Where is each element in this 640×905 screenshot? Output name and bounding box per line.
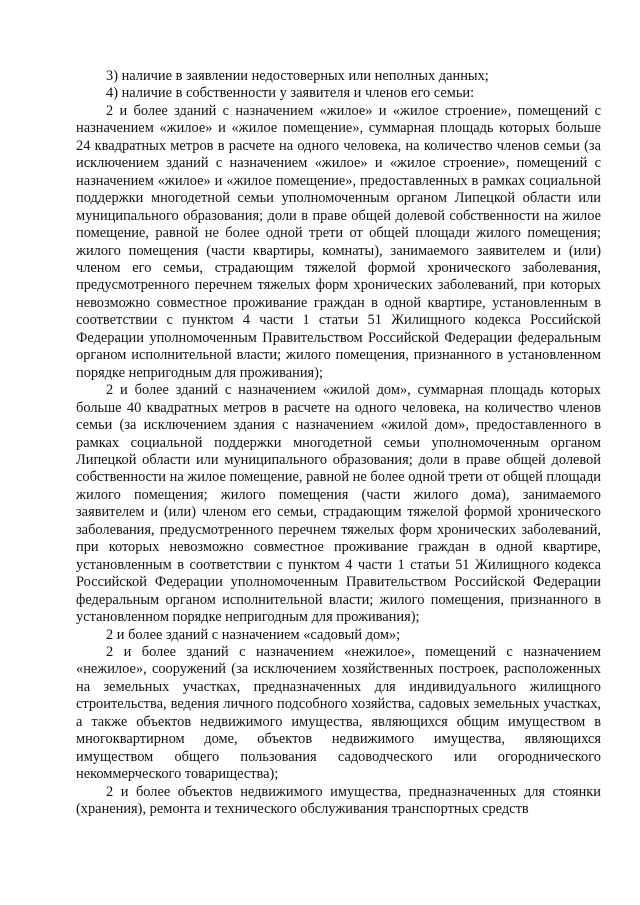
- paragraph-residential-houses: 2 и более зданий с назначением «жилой дом», суммарная площадь которых больше 40 квадратных метров в расчете на одного человека, на количество членов семьи (за исключением здания с назначением «жилой дом», предоставленного в рамках социальной поддержки многодетной семьи уполномоченным органом Липецкой области или муниципального образования; доли в праве общей долевой собственности на жилое помещение, равной не более одной трети от общей площади жилого помещения; жилого помещения (части жилого дома), занимаемого заявителем и (или) членом его семьи, страдающим тяжелой формой хронического заболевания, предусмотренного перечнем тяжелых форм хронических заболеваний, при которых невозможно совместное проживание граждан в одной квартире, установленным в соответствии с пунктом 4 части 1 статьи 51 Жилищного кодекса Российской Федерации уполномоченным Правительством Российской Федерации федеральным органом исполнительной власти; жилого помещения, признанного в установленном порядке непригодным для проживания);: [76, 382, 601, 626]
- paragraph-residential-buildings: 2 и более зданий с назначением «жилое» и «жилое строение», помещений с назначением «жилое» и «жилое помещение», суммарная площадь которых больше 24 квадратных метров в расчете на одного человека, на количество членов семьи (за исключением зданий с назначением «жилое» и «жилое строение», помещений с назначением «жилое» и «жилое помещение», предоставленных в рамках социальной поддержки многодетной семьи уполномоченным органом Липецкой области или муниципального образования; доли в праве общей долевой собственности на жилое помещение, равной не более одной трети от общей площади жилого помещения; жилого помещения (части квартиры, комнаты), занимаемого заявителем и (или) членом его семьи, страдающим тяжелой формой хронического заболевания, предусмотренного перечнем тяжелых форм хронических заболеваний, при которых невозможно совместное проживание граждан в одной квартире, установленным в соответствии с пунктом 4 части 1 статьи 51 Жилищного кодекса Российской Федерации уполномоченным Правительством Российской Федерации федеральным органом исполнительной власти; жилого помещения, признанного в установленном порядке непригодным для проживания);: [76, 102, 601, 381]
- paragraph-item-4: 4) наличие в собственности у заявителя и членов его семьи:: [106, 85, 475, 102]
- paragraph-vehicle-storage: 2 и более объектов недвижимого имущества, предназначенных для стоянки (хранения), ремонта и технического обслуживания транспортных средств: [76, 783, 601, 818]
- paragraph-garden-houses: 2 и более зданий с назначением «садовый дом»;: [106, 626, 401, 643]
- paragraph-item-3: 3) наличие в заявлении недостоверных или неполных данных;: [106, 68, 489, 84]
- paragraph-non-residential: 2 и более зданий с назначением «нежилое», помещений с назначением «нежилое», сооружений (за исключением хозяйственных построек, расположенных на земельных участках, предназначенных для индивидуального жилищного строительства, ведения личного подсобного хозяйства, садовых земельных участках, а также объектов недвижимого имущества, являющихся общим имуществом в многоквартирном доме, объектов недвижимого имущества, являющихся имуществом общего пользования садоводческого или огороднического некоммерческого товарищества);: [76, 643, 601, 783]
- document-page: [76, 68, 601, 818]
